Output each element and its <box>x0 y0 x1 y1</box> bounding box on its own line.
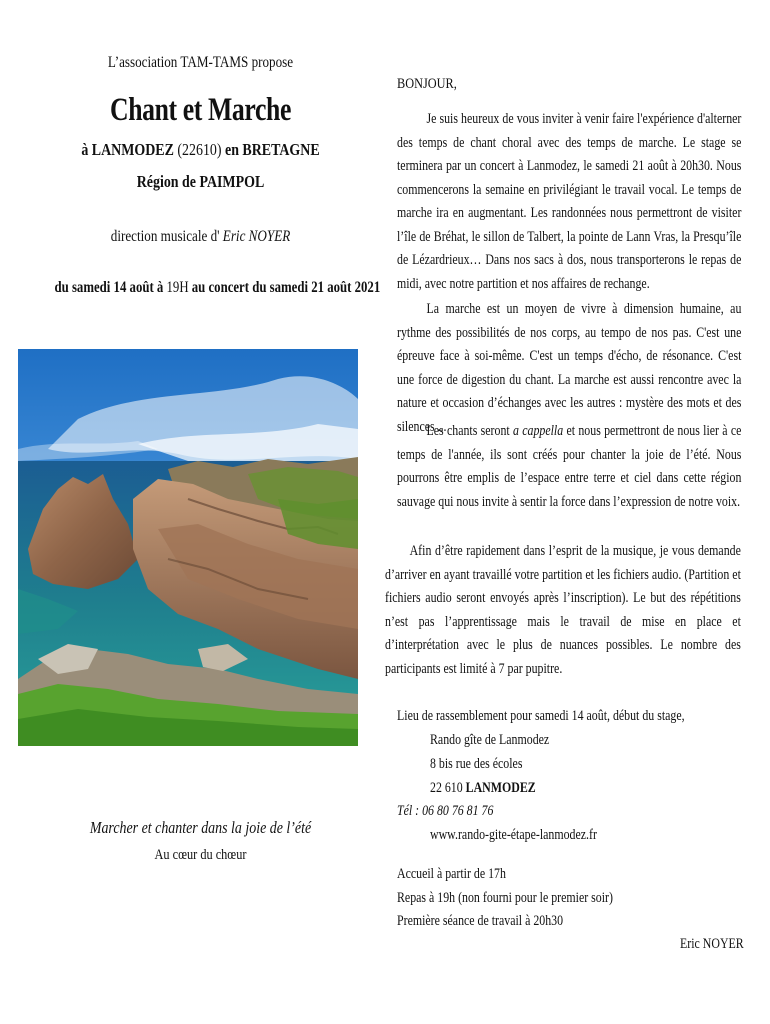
paragraph-songs <box>397 420 741 514</box>
paragraph-intro <box>397 108 741 296</box>
welcome-line-3: Première séance de travail à 20h30 <box>397 913 564 929</box>
paragraph-walking-text: La marche est un moyen de vivre à dimension humaine, au rythme des possibilités de nos corps, au tempo de nos pas. C'est une épreuve face à soi-même. C'est un temps d'écho, de résonance. C'est une force de digestion du chant. La marche est aussi rencontre avec la nature et occasion d’échanges avec les autres : mystère des mots et des silences ... <box>397 301 742 435</box>
greeting: BONJOUR, <box>397 76 457 92</box>
address-line-2: 8 bis rue des écoles <box>430 756 523 772</box>
paragraph-preparation <box>385 540 741 681</box>
meeting-place-line: Lieu de rassemblement pour samedi 14 août, début du stage, <box>397 708 685 724</box>
location-postcode: (22610) <box>173 140 226 159</box>
welcome-line-2: Repas à 19h (non fourni pour le premier soir) <box>397 890 613 906</box>
dates-line <box>54 279 381 297</box>
address-line-3 <box>430 780 536 797</box>
music-direction-line <box>51 228 350 246</box>
dates-end: au concert du samedi 21 août 2021 <box>188 279 381 296</box>
paragraph-preparation-text: Afin d’être rapidement dans l’esprit de la musique, je vous demande d’arriver en ayant travaillé votre partition et les fichiers audio. (Partition et fichiers audio seront envoyés après l’inscription). Le but des répétitions n’est pas l’apprentissage mais le travail de mise en place et d’interprétation avec le plus de nuances possibles. Le nombre des participants est limité à 7 par pupitre. <box>385 543 741 677</box>
paragraph-walking <box>397 298 741 439</box>
address-postcode: 22 610 <box>430 780 466 796</box>
photo-caption: Marcher et chanter dans la joie de l’été <box>89 818 312 837</box>
paragraph-songs-text-a: Les chants seront <box>426 423 514 439</box>
paragraph-songs-text-c: et nous permettront de nous lier à ce temps de l'année, ils sont créés pour chanter la joie de l’été. Nous pourrons être emplis de l’espace entre terre et ciel dans cette région sauvage qui nous invite à sentir la force dans l’expression de notre voix. <box>397 423 742 510</box>
address-line-1: Rando gîte de Lanmodez <box>430 732 550 748</box>
photo-subcaption: Au cœur du chœur <box>154 847 247 863</box>
address-town: LANMODEZ <box>465 780 536 796</box>
paragraph-songs-italic: a cappella <box>513 423 564 439</box>
dates-time: 19H <box>166 279 189 296</box>
location-village: à LANMODEZ <box>81 140 174 159</box>
director-name: Eric NOYER <box>222 228 291 245</box>
location-line <box>51 140 350 160</box>
phone-line: Tél : 06 80 76 81 76 <box>397 803 494 819</box>
welcome-line-1: Accueil à partir de 17h <box>397 866 506 882</box>
direction-label: direction musicale d' <box>110 228 223 245</box>
website-link[interactable]: www.rando-gite-étape-lanmodez.fr <box>430 827 597 843</box>
association-line: L’association TAM-TAMS propose <box>107 54 294 71</box>
dates-start: du samedi 14 août à <box>54 279 167 296</box>
page-title: Chant et Marche <box>110 92 291 128</box>
paragraph-intro-text: Je suis heureux de vous inviter à venir faire l'expérience d'alterner des temps de chant choral avec des temps de marche. Le stage se terminera par un concert à Lanmodez, le samedi 21 août à 20h30. Nous commencerons la semaine en privilégiant le travail vocal. Le temps de marche ira en augmentant. Les randonnées nous permettront de visiter l’île de Bréhat, le sillon de Talbert, la pointe de Lann Vras, la Presqu’île de Lézardrieux… Dans nos sacs à dos, nous transporterons le repas de midi, avec notre partition et nos affaires de rechange. <box>397 111 742 292</box>
signature: Eric NOYER <box>680 936 744 952</box>
location-region: en BRETAGNE <box>225 140 320 159</box>
region-line: Région de PAIMPOL <box>136 172 265 191</box>
coastal-landscape-photo <box>18 349 358 746</box>
